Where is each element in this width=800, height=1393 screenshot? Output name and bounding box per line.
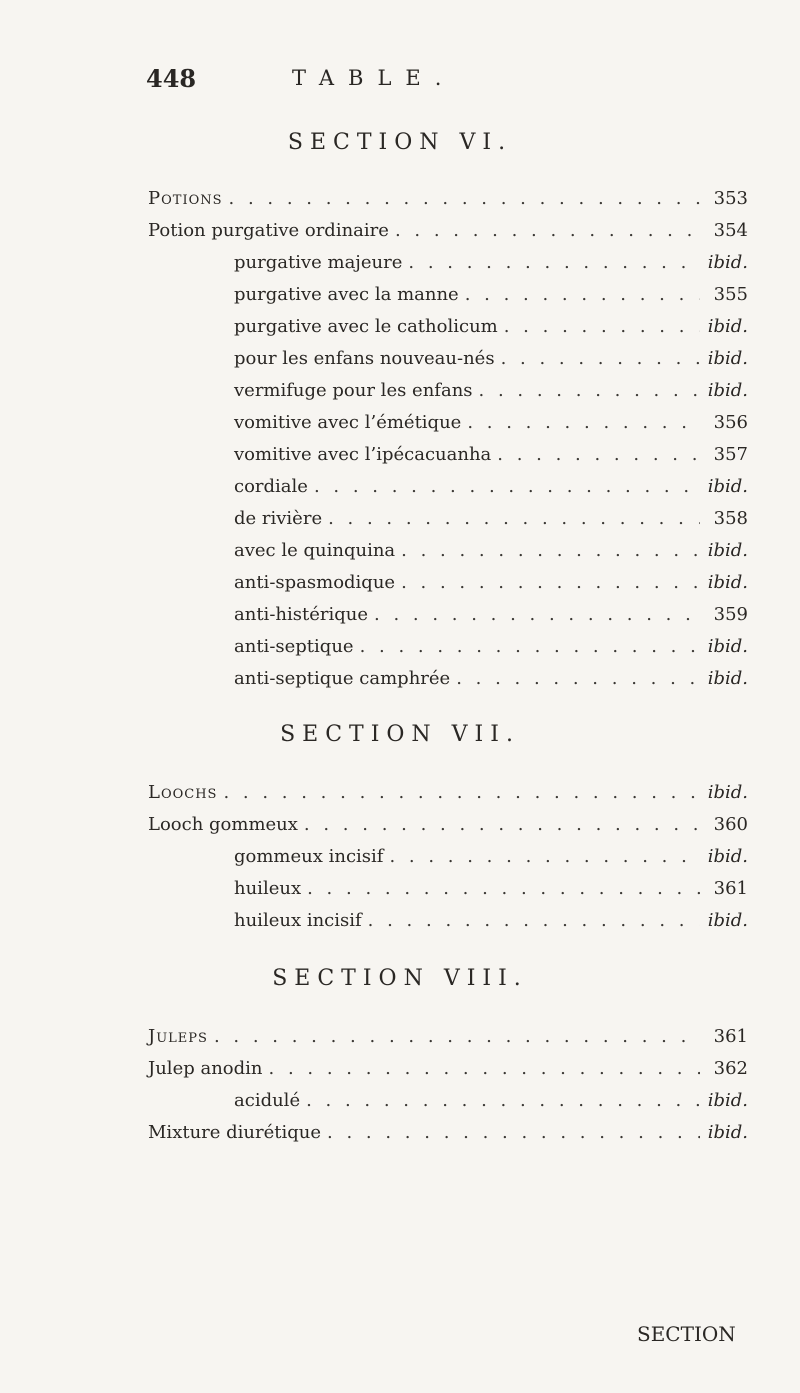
entry-page: 361 [713,1026,748,1047]
entry-page: 354 [713,220,748,241]
page-number: 448 [146,64,197,93]
entry-name: anti-septique [234,636,354,657]
toc-entry [148,540,748,570]
toc-entry [148,284,748,314]
dot-leader [300,1090,700,1111]
catchword: SECTION [637,1322,736,1346]
dot-leader [389,220,700,241]
dot-leader [263,1058,701,1079]
dot-leader [395,540,700,561]
dot-leader [322,508,700,529]
entry-name: Julep anodin [148,1058,263,1079]
toc-entry [148,508,748,538]
entry-name: gommeux incisif [234,846,384,867]
toc-entry [148,348,748,378]
entry-page: ibid. [707,572,748,593]
toc-entry [148,846,748,876]
entry-name: Juleps [148,1026,208,1047]
dot-leader [217,782,700,803]
toc-entry [148,814,748,844]
dot-leader [459,284,700,305]
toc-entry [148,252,748,282]
entry-page: ibid. [707,476,748,497]
toc-entry [148,910,748,940]
dot-leader [354,636,700,657]
section-title: SECTION VI. [287,130,513,155]
section-title: SECTION VIII. [272,966,528,991]
toc-entry [148,1090,748,1120]
entry-page: 356 [713,412,748,433]
toc-entry [148,1122,748,1152]
entry-page: ibid. [707,252,748,273]
entry-page: 355 [713,284,748,305]
entry-page: ibid. [707,668,748,689]
entry-name: Loochs [148,782,218,803]
dot-leader [298,814,700,835]
entry-page: ibid. [707,348,748,369]
entry-page: ibid. [707,316,748,337]
toc-entry [148,188,748,218]
toc-entry [148,316,748,346]
toc-entry [148,636,748,666]
entry-page: ibid. [707,846,748,867]
entry-page: ibid. [707,636,748,657]
toc-entry [148,668,748,698]
entry-page: 359 [713,604,748,625]
entry-name: vomitive avec l’émétique [234,412,462,433]
toc-entry [148,476,748,506]
dot-leader [402,252,700,273]
entry-page: ibid. [707,540,748,561]
entry-name: vomitive avec l’ipécacuanha [234,444,492,465]
entry-page: ibid. [707,1090,748,1111]
entry-page: ibid. [707,910,748,931]
toc-entry [148,220,748,250]
dot-leader [368,604,700,625]
toc-entry [148,380,748,410]
entry-name: anti-histérique [234,604,368,625]
dot-leader [395,572,700,593]
entry-page: 357 [713,444,748,465]
toc-entry [148,572,748,602]
entry-name: huileux incisif [234,910,362,931]
entry-page: 353 [713,188,748,209]
entry-name: Potions [148,188,223,209]
entry-name: cordiale [234,476,308,497]
dot-leader [450,668,700,689]
entry-name: purgative avec la manne [234,284,459,305]
entry-page: 362 [713,1058,748,1079]
running-title: TABLE. [292,66,456,90]
entry-name: Looch gommeux [148,814,298,835]
entry-name: de rivière [234,508,323,529]
entry-name: Potion purgative ordinaire [148,220,389,241]
entry-page: 360 [713,814,748,835]
entry-name: anti-spasmodique [234,572,396,593]
toc-entry [148,412,748,442]
entry-page: ibid. [707,380,748,401]
entry-page: ibid. [707,782,748,803]
dot-leader [362,910,700,931]
toc-entry [148,604,748,634]
dot-leader [208,1026,700,1047]
page-header [146,64,746,104]
entry-name: anti-septique camphrée [234,668,451,689]
entry-name: Mixture diurétique [148,1122,322,1143]
dot-leader [383,846,700,867]
dot-leader [461,412,700,433]
section-title: SECTION VII. [280,722,520,747]
dot-leader [473,380,700,401]
entry-name: acidulé [234,1090,301,1111]
toc-entry [148,1026,748,1056]
entry-name: purgative avec le catholicum [234,316,498,337]
entry-page: 358 [713,508,748,529]
entry-name: vermifuge pour les enfans [234,380,473,401]
entry-page: 361 [713,878,748,899]
dot-leader [495,348,700,369]
dot-leader [491,444,700,465]
dot-leader [301,878,700,899]
entry-name: pour les enfans nouveau-nés [234,348,495,369]
dot-leader [308,476,700,497]
dot-leader [498,316,700,337]
entry-name: huileux [234,878,302,899]
entry-name: purgative majeure [234,252,403,273]
toc-entry [148,782,748,812]
toc-entry [148,1058,748,1088]
dot-leader [223,188,700,209]
toc-entry [148,444,748,474]
entry-page: ibid. [707,1122,748,1143]
entry-name: avec le quinquina [234,540,396,561]
toc-entry [148,878,748,908]
dot-leader [321,1122,700,1143]
